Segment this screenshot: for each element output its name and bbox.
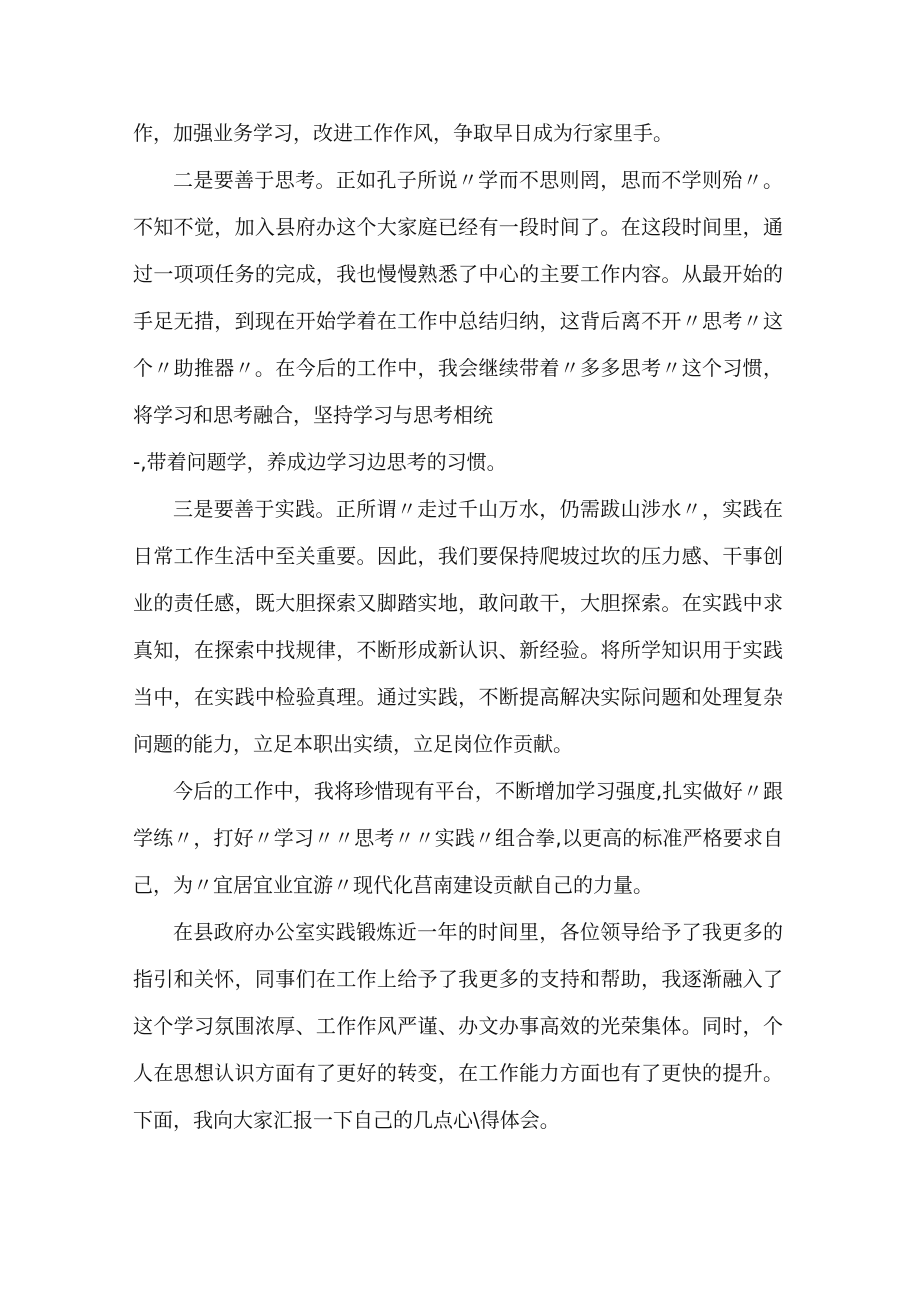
text-line: 问题的能力，立足本职出实绩，立足岗位作贡献。 [133, 732, 573, 756]
text-line: 业的责任感，既大胆探索又脚踏实地，敢问敢干，大胆探索。在实践中求 [133, 591, 783, 615]
text-line: 下面，我向大家汇报一下自己的几点心\得体会。 [133, 1108, 560, 1132]
text-line: 当中，在实践中检验真理。通过实践，不断提高解决实际问题和处理复杂 [133, 685, 783, 709]
text-line: 在县政府办公室实践锻炼近一年的时间里，各位领导给予了我更多的 [173, 920, 783, 944]
text-line: 三是要善于实践。正所谓〃走过千山万水，仍需跋山涉水〃，实践在 [173, 497, 783, 521]
text-line: 日常工作生活中至关重要。因此，我们要保持爬坡过坎的压力感、干事创 [133, 544, 783, 568]
text-line: -,带着问题学，养成边学习边思考的习惯。 [133, 450, 507, 474]
text-line: 手足无措，到现在开始学着在工作中总结归纳，这背后离不开〃思考〃这 [133, 309, 783, 333]
text-line: 己，为〃宜居宜业宜游〃现代化莒南建设贡献自己的力量。 [133, 873, 653, 897]
text-line: 人在思想认识方面有了更好的转变，在工作能力方面也有了更快的提升。 [133, 1061, 783, 1085]
text-line: 真知，在探索中找规律，不断形成新认识、新经验。将所学知识用于实践 [133, 638, 783, 662]
text-line: 作，加强业务学习，改进工作作风，争取早日成为行家里手。 [133, 121, 673, 145]
text-line: 二是要善于思考。正如孔子所说〃学而不思则罔，思而不学则殆〃。 [173, 168, 783, 192]
body-text [133, 110, 783, 1144]
text-line: 个〃助推器〃。在今后的工作中，我会继续带着〃多多思考〃这个习惯， [133, 356, 783, 380]
text-line: 过一项项任务的完成，我也慢慢熟悉了中心的主要工作内容。从最开始的 [133, 262, 783, 286]
text-line: 将学习和思考融合，坚持学习与思考相统 [133, 403, 493, 427]
text-line: 不知不觉，加入县府办这个大家庭已经有一段时间了。在这段时间里，通 [133, 215, 783, 239]
text-line: 学练〃，打好〃学习〃〃思考〃〃实践〃组合拳,以更高的标准严格要求自 [133, 826, 783, 850]
text-line: 今后的工作中，我将珍惜现有平台，不断增加学习强度,扎实做好〃跟 [173, 779, 783, 803]
text-line: 指引和关怀，同事们在工作上给予了我更多的支持和帮助，我逐渐融入了 [133, 967, 783, 991]
text-line: 这个学习氛围浓厚、工作作风严谨、办文办事高效的光荣集体。同时，个 [133, 1014, 783, 1038]
